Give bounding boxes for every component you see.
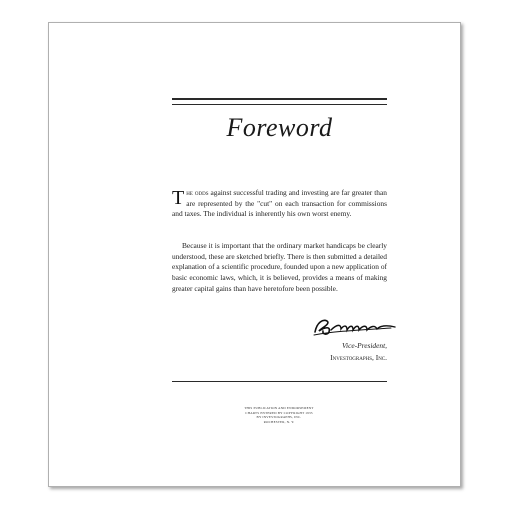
paragraph-1: [172, 188, 387, 220]
copyright-line: THIS PUBLICATION AND ENDORSEMENT: [244, 406, 314, 410]
handwritten-signature: [311, 316, 397, 338]
top-double-rule: [172, 98, 387, 105]
signatory-title: Vice-President,: [342, 341, 387, 350]
page-title: Foreword: [226, 113, 333, 142]
copyright-notice: [209, 406, 349, 424]
paragraph-2: Because it is important that the ordinary market handicaps be clearly understood, these are sketched briefly. There is then submitted a detailed explanation of a scientific procedure, founded upon a new application of basic economic laws, which, it is believed, provides a means of making greater capital gains than have heretofore been possible.: [172, 241, 387, 293]
copyright-line: ROCHESTER, N. Y.: [263, 419, 295, 424]
document-page: [48, 22, 461, 487]
copyright-line: CHARTS ENTERED BY COPYRIGHT 1935: [245, 410, 313, 415]
paragraph-1-lead: he odds: [186, 188, 209, 197]
drop-cap: T: [172, 187, 185, 209]
bottom-rule: [172, 381, 387, 382]
copyright-line: BY INVESTOGRAPHS, INC.: [256, 415, 302, 420]
paragraph-1-text: against successful trading and investing are far greater than are represented by the "cut" on each transaction for commissions and taxes. The individual is inherently his own worst enemy.: [172, 188, 387, 219]
signatory-company: Investographs, Inc.: [330, 353, 387, 362]
